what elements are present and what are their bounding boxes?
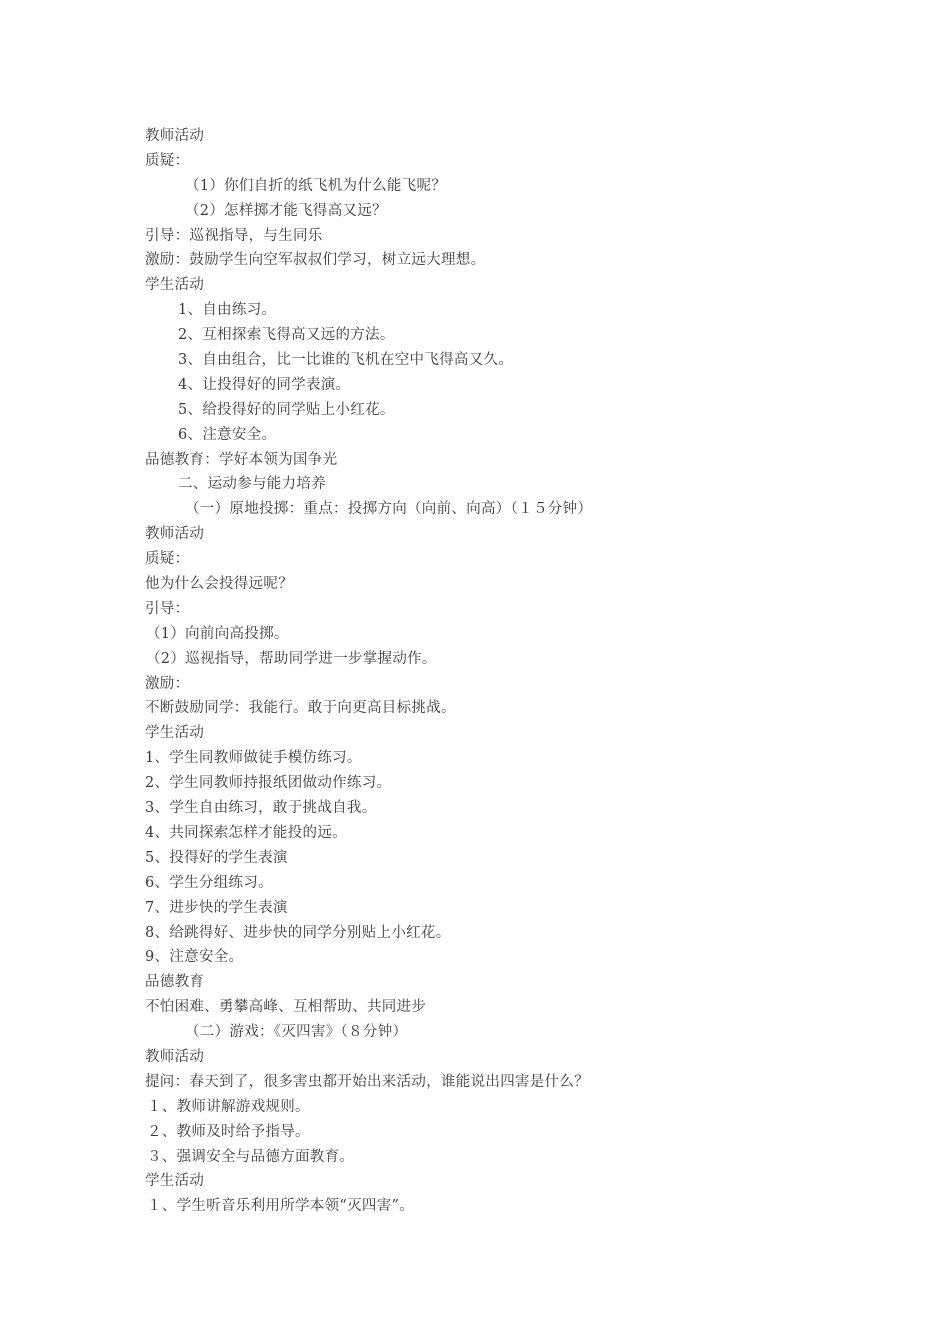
paragraph-line: 品德教育：学好本领为国争光 [145,451,338,468]
paragraph-line: 激励：鼓励学生向空军叔叔们学习，树立远大理想。 [145,252,486,269]
paragraph-line: 引导：巡视指导，与生同乐 [145,227,323,244]
list-item: 5、给投得好的同学贴上小红花。 [178,401,395,418]
list-item: 4、让投得好的同学表演。 [178,376,351,393]
paragraph-label: 引导： [145,600,190,617]
list-item: ３、强调安全与品德方面教育。 [147,1148,355,1165]
list-item: 2、学生同教师持报纸团做动作练习。 [145,775,392,792]
paragraph-line: 不断鼓励同学：我能行。敢于向更高目标挑战。 [145,700,456,717]
question-item: （1）你们自折的纸飞机为什么能飞呢？ [185,177,447,194]
list-item: 6、注意安全。 [178,426,277,443]
section-heading: 学生活动 [145,1173,205,1190]
section-heading: 教师活动 [145,526,205,543]
list-item: （1）向前向高投掷。 [146,625,289,642]
paragraph-label: 质疑： [145,152,190,169]
list-item: 4、共同探索怎样才能投的远。 [145,824,347,841]
list-item: 3、学生自由练习，敢于挑战自我。 [145,800,377,817]
paragraph-label: 质疑： [145,551,190,568]
list-item: 3、自由组合，比一比谁的飞机在空中飞得高又久。 [178,352,514,369]
document-body [145,124,865,1219]
subsection-title: （一）原地投掷：重点：投掷方向（向前、向高）（１５分钟） [185,501,593,518]
list-item: 5、投得好的学生表演 [145,849,288,866]
list-item: 7、进步快的学生表演 [145,899,288,916]
section-title: 二、运动参与能力培养 [178,476,326,493]
list-item: 1、自由练习。 [178,302,277,319]
section-heading: 品德教育 [145,974,205,991]
list-item: 2、互相探索飞得高又远的方法。 [178,327,395,344]
paragraph-line: 他为什么会投得远呢？ [145,576,293,593]
list-item: １、学生听音乐利用所学本领“灭四害”。 [147,1198,415,1215]
paragraph-label: 激励： [145,675,190,692]
list-item: ２、教师及时给予指导。 [147,1123,310,1140]
section-heading: 学生活动 [145,277,205,294]
section-heading: 教师活动 [145,1048,205,1065]
list-item: （2）巡视指导，帮助同学进一步掌握动作。 [146,650,437,667]
paragraph-line: 提问：春天到了，很多害虫都开始出来活动，谁能说出四害是什么？ [145,1073,589,1090]
list-item: 6、学生分组练习。 [145,874,273,891]
list-item: １、教师讲解游戏规则。 [147,1098,310,1115]
list-item: 1、学生同教师做徒手模仿练习。 [145,750,362,767]
paragraph-line: 不怕困难、勇攀高峰、互相帮助、共同进步 [145,999,427,1016]
list-item: 9、注意安全。 [145,949,244,966]
list-item: 8、给跳得好、进步快的同学分别贴上小红花。 [145,924,451,941]
subsection-title: （二）游戏：《灭四害》（８分钟） [185,1024,408,1041]
section-heading: 学生活动 [145,725,205,742]
question-item: （2）怎样掷才能飞得高又远？ [185,202,387,219]
section-heading: 教师活动 [145,128,205,144]
